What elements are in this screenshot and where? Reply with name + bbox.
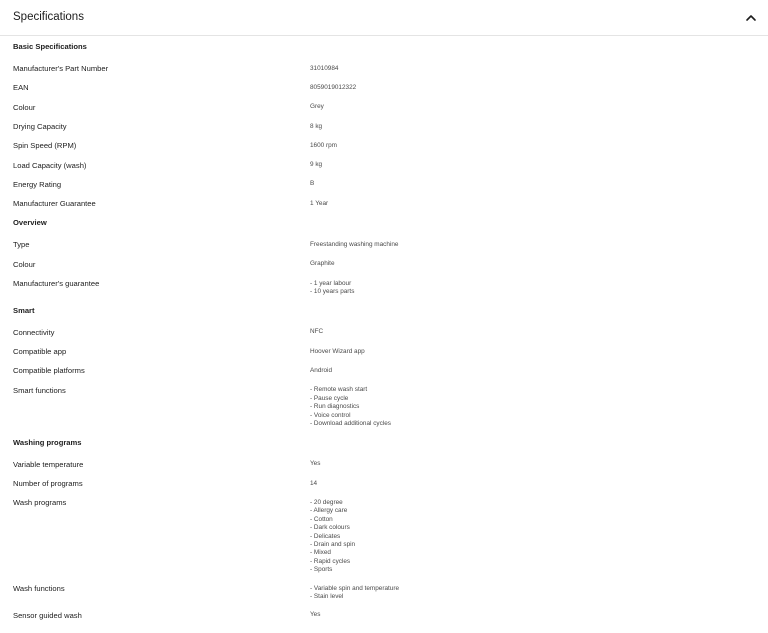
spec-value-manufacturer-s-part-number: 31010984 xyxy=(310,64,339,72)
spec-label-sensor-guided-wash: Sensor guided wash xyxy=(13,610,82,620)
spec-value-line: - Run diagnostics xyxy=(310,403,360,411)
section-title-basic-specifications: Basic Specifications xyxy=(13,42,87,51)
spec-value-line: - Allergy care xyxy=(310,507,348,515)
spec-value-colour: Grey xyxy=(310,103,324,111)
spec-value-line: - 20 degree xyxy=(310,498,343,506)
spec-label-type: Type xyxy=(13,240,30,250)
spec-value-line: - Rapid cycles xyxy=(310,557,351,565)
chevron-up-icon[interactable] xyxy=(744,11,758,25)
spec-label-compatible-app: Compatible app xyxy=(13,347,67,357)
spec-value-line: - Pause cycle xyxy=(310,394,349,402)
spec-value-line: - Stain level xyxy=(310,592,344,600)
spec-value-line: - Delicates xyxy=(310,532,341,540)
section-title-washing-programs: Washing programs xyxy=(13,437,82,447)
spec-value-line: - Variable spin and temperature xyxy=(310,584,400,592)
spec-value-connectivity: NFC xyxy=(310,328,324,336)
spec-label-number-of-programs: Number of programs xyxy=(13,479,83,488)
spec-value-spin-speed-rpm: 1600 rpm xyxy=(310,141,337,149)
spec-label-connectivity: Connectivity xyxy=(13,327,55,337)
spec-label-manufacturer-s-part-number: Manufacturer's Part Number xyxy=(13,64,109,73)
spec-value-type: Freestanding washing machine xyxy=(310,241,399,248)
spec-label-colour: Colour xyxy=(13,102,36,112)
spec-value-line: - Drain and spin xyxy=(310,540,356,548)
specifications-title: Specifications xyxy=(13,11,84,23)
spec-value-compatible-app: Hoover Wizard app xyxy=(310,347,365,355)
spec-label-load-capacity-wash: Load Capacity (wash) xyxy=(13,160,87,170)
spec-label-spin-speed-rpm: Spin Speed (RPM) xyxy=(13,141,77,151)
spec-value-line: - 1 year labour xyxy=(310,279,352,287)
spec-value-manufacturer-s-guarantee xyxy=(310,280,354,297)
spec-value-line: - 10 years parts xyxy=(310,288,355,295)
spec-value-colour: Graphite xyxy=(310,260,335,268)
spec-value-line: - Dark colours xyxy=(310,524,350,532)
spec-value-sensor-guided-wash: Yes xyxy=(310,611,321,619)
spec-value-line: - Sports xyxy=(310,566,333,574)
spec-label-smart-functions: Smart functions xyxy=(13,385,66,395)
spec-label-ean: EAN xyxy=(13,83,29,93)
spec-value-variable-temperature: Yes xyxy=(310,460,321,468)
spec-label-wash-programs: Wash programs xyxy=(13,498,67,508)
spec-value-compatible-platforms: Android xyxy=(310,367,333,374)
specifications-header[interactable] xyxy=(0,0,768,36)
spec-label-manufacturer-s-guarantee: Manufacturer's guarantee xyxy=(13,279,100,288)
spec-value-manufacturer-guarantee: 1 Year xyxy=(310,199,329,207)
spec-label-compatible-platforms: Compatible platforms xyxy=(13,366,85,376)
spec-value-line: - Remote wash start xyxy=(310,386,368,394)
spec-value-drying-capacity: 8 kg xyxy=(310,122,323,130)
spec-label-variable-temperature: Variable temperature xyxy=(13,459,84,469)
section-title-smart: Smart xyxy=(13,305,35,315)
spec-value-ean: 8059019012322 xyxy=(310,83,357,91)
spec-value-number-of-programs: 14 xyxy=(310,479,318,487)
spec-value-load-capacity-wash: 9 kg xyxy=(310,161,323,169)
spec-label-wash-functions: Wash functions xyxy=(13,583,65,593)
spec-value-line: - Mixed xyxy=(310,549,331,557)
section-title-overview: Overview xyxy=(13,218,47,228)
spec-value-line: - Cotton xyxy=(310,515,333,523)
spec-label-colour: Colour xyxy=(13,259,36,269)
spec-label-manufacturer-guarantee: Manufacturer Guarantee xyxy=(13,199,96,209)
spec-value-wash-functions xyxy=(310,585,399,602)
spec-label-energy-rating: Energy Rating xyxy=(13,179,62,189)
spec-value-energy-rating: B xyxy=(310,180,315,188)
spec-value-wash-programs xyxy=(310,499,355,575)
spec-value-line: - Download additional cycles xyxy=(310,419,391,427)
spec-value-smart-functions xyxy=(310,386,391,428)
spec-label-drying-capacity: Drying Capacity xyxy=(13,121,67,131)
spec-value-line: - Voice control xyxy=(310,411,351,419)
